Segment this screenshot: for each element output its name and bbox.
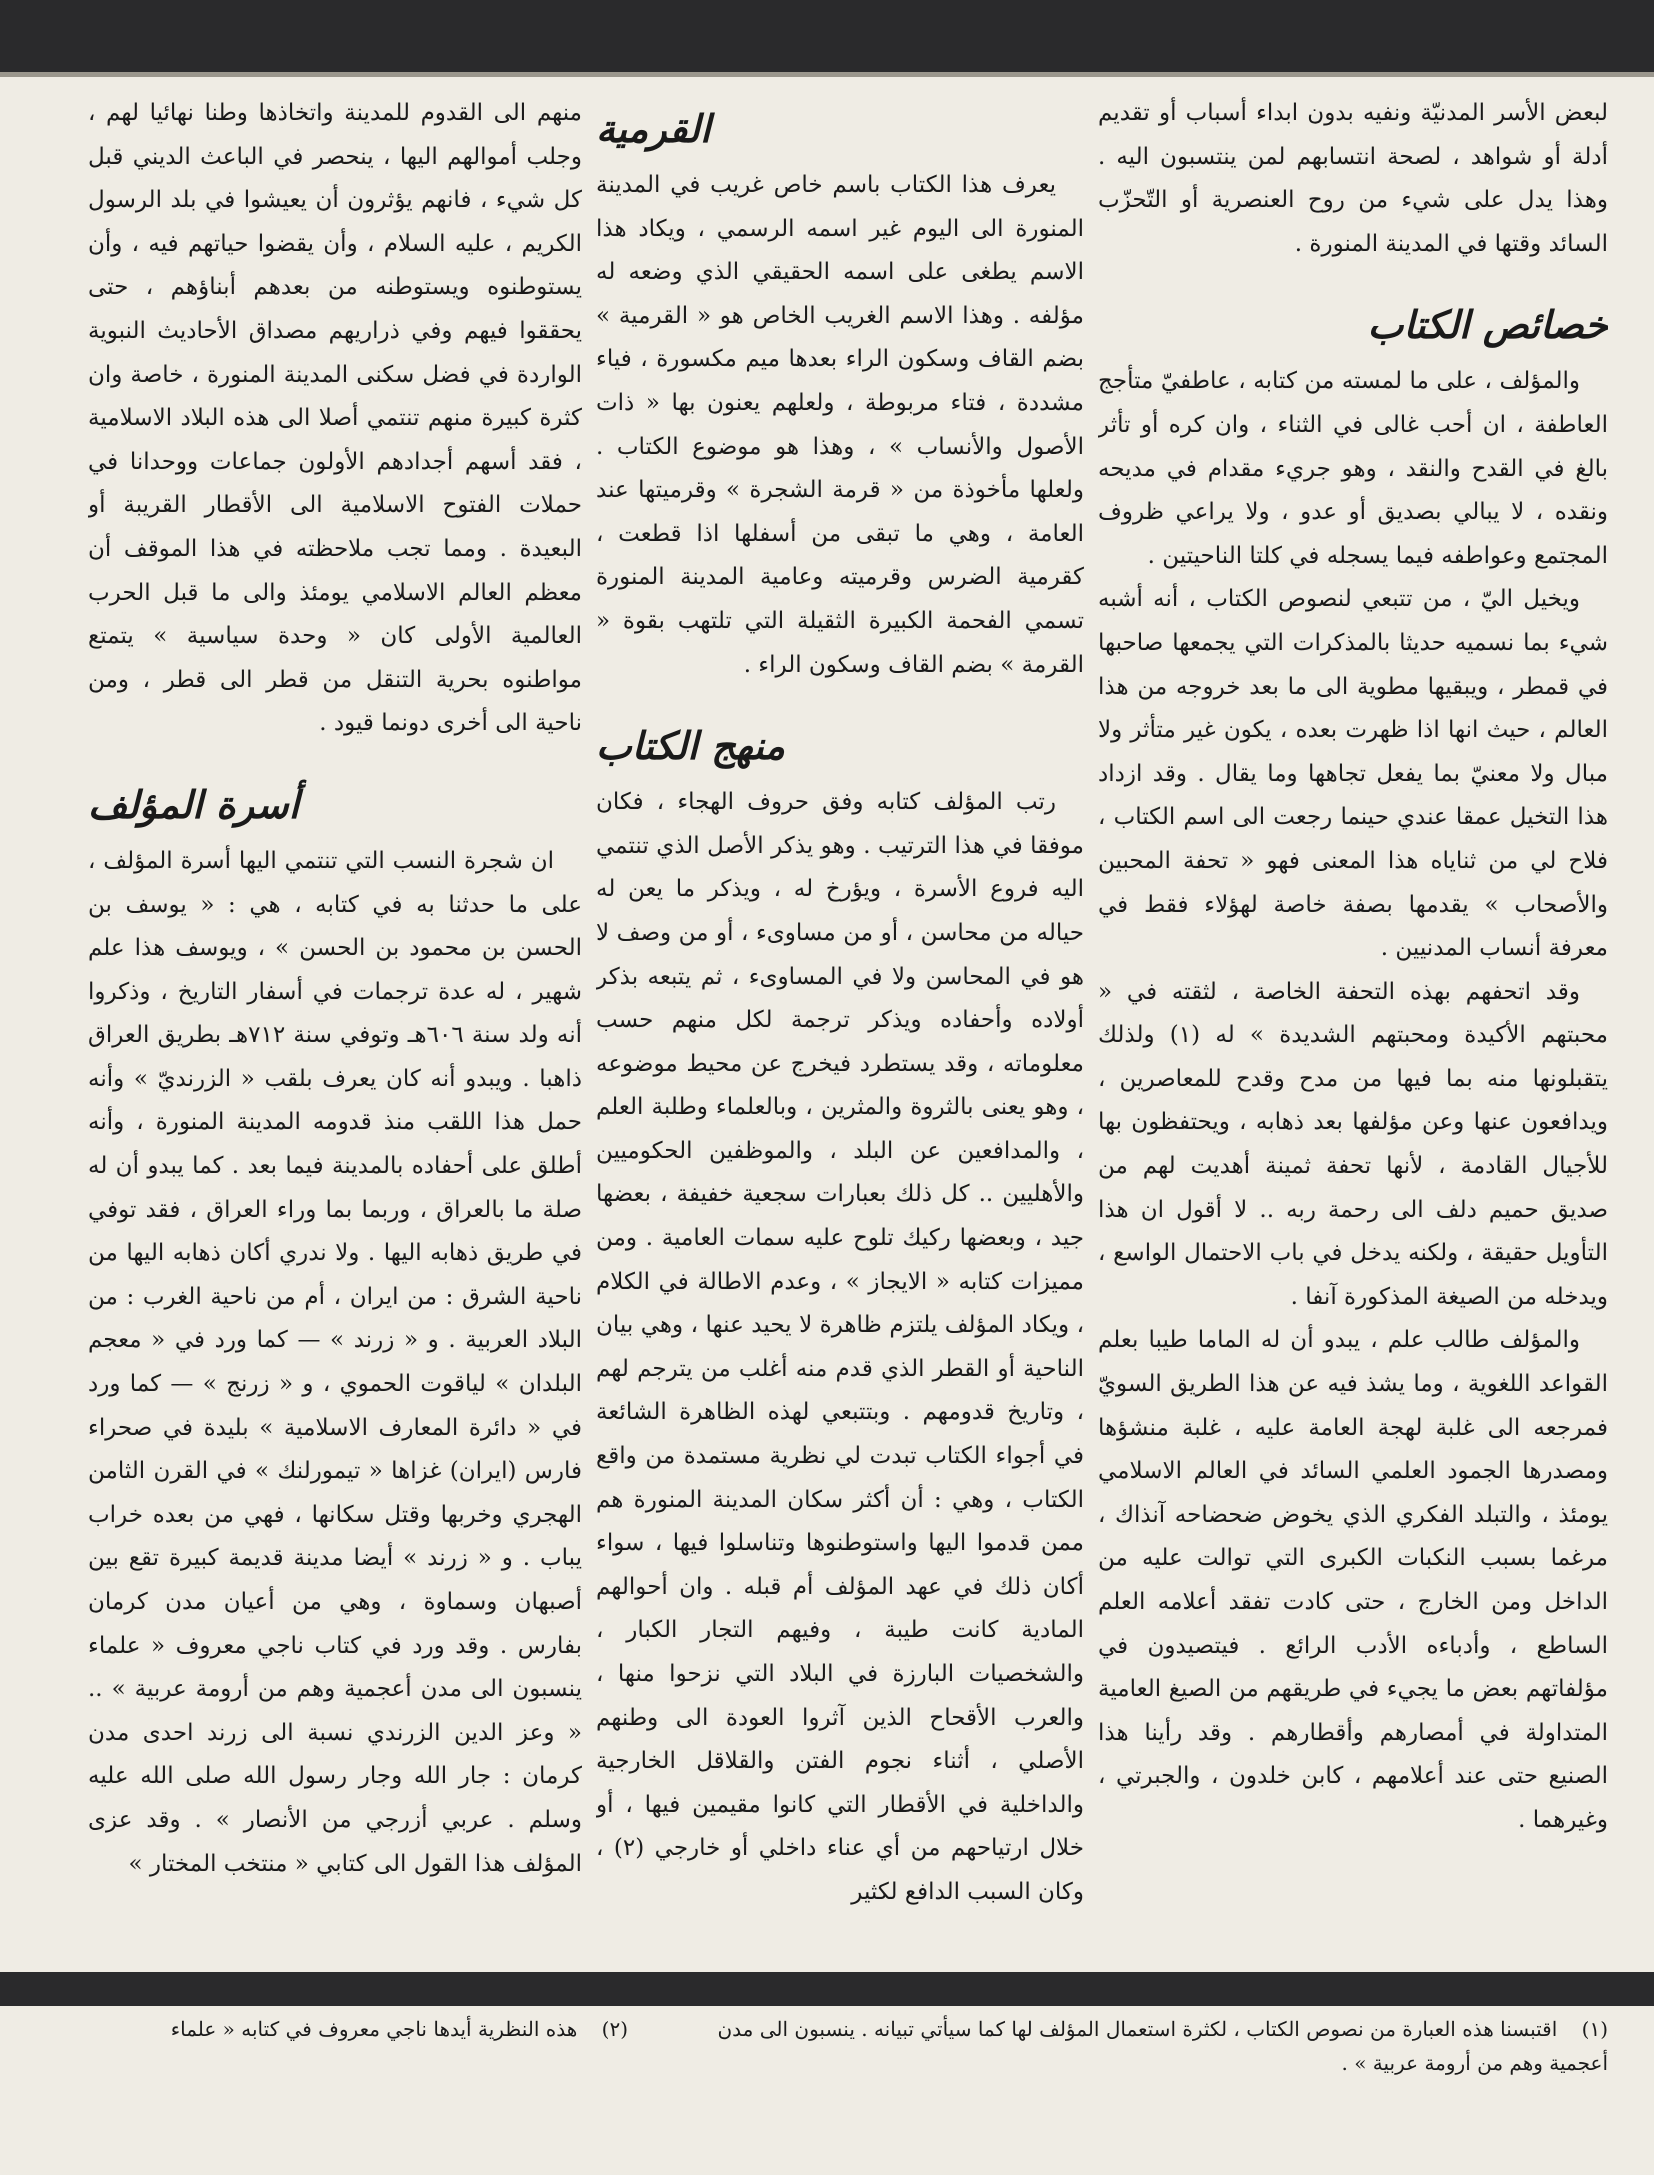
paragraph: والمؤلف طالب علم ، يبدو أن له الماما طيبا بعلم القواعد اللغوية ، وما يشذ فيه عن هذا الطريق السويّ فمرجعه الى غلبة لهجة العامة عليه ، غلبة منشؤها ومصدرها الجمود العلمي السائد في العالم الاسلامي يومئذ ، والتبلد الفكري الذي يخوض ضحضاحه آنذاك ، مرغما بسبب النكبات الكبرى التي توالت عليه من الداخل ومن الخارج ، حتى كادت تفقد أعلامه العلم الساطع ، وأدباءه الأدب الرائع . فيتصيدون في مؤلفاتهم بعض ما يجيء في طريقهم من الصيغ العامية المتداولة في أمصارهم وأقطارهم . وقد رأينا هذا الصنيع حتى عند أعلامهم ، كابن خلدون ، والجبرتي ، وغيرهما . bbox=[1098, 1327, 1608, 1833]
top-dark-bar bbox=[0, 0, 1654, 72]
paragraph: والمؤلف ، على ما لمسته من كتابه ، عاطفيّ متأجج العاطفة ، ان أحب غالى في الثناء ، وان كره أو تأثر بالغ في القدح والنقد ، وهو جريء مقدام في مديحه ونقده ، لا يبالي بصديق أو عدو ، ولا يراعي ظروف المجتمع وعواطفه فيما يسجله في كلتا الناحيتين . bbox=[1098, 368, 1608, 569]
section-heading-book-method: منهج الكتاب bbox=[596, 723, 786, 769]
footnote-1 bbox=[700, 2012, 1608, 2080]
top-rule bbox=[0, 72, 1654, 77]
section-heading-qarmiya: القرمية bbox=[596, 106, 711, 151]
column-middle bbox=[596, 92, 1084, 1962]
paragraph: ان شجرة النسب التي تنتمي اليها أسرة المؤلف ، على ما حدثنا به في كتابه ، هي : « يوسف بن الحسن بن محمود بن الحسن » ، ويوسف هذا علم شهير ، له عدة ترجمات في أسفار التاريخ ، وذكروا أنه ولد سنة ٦٠٦هـ وتوفي سنة ٧١٢هـ بطريق العراق ذاهبا . ويبدو أنه كان يعرف بلقب « الزرنديّ » وأنه حمل هذا اللقب منذ قدومه المدينة المنورة ، وأنه أطلق على أحفاده بالمدينة فيما بعد . كما يبدو أن له صلة ما بالعراق ، وربما بما وراء العراق ، فقد توفي في طريق ذهابه اليها . ولا ندري أكان ذهابه اليها من ناحية الشرق : من ايران ، أم من ناحية الغرب : من البلاد العربية . و « زرند » — كما ورد في « معجم البلدان » لياقوت الحموي ، و « زرنج » — كما ورد في « دائرة المعارف الاسلامية » بليدة في صحراء فارس (ايران) غزاها « تيمورلنك » في القرن الثامن الهجري وخربها وقتل سكانها ، فهي من بعده خراب يباب . و « زرند » أيضا مدينة قديمة كبيرة تقع بين أصبهان وسماوة ، وهي من أعيان مدن كرمان بفارس . وقد ورد في كتاب ناجي معروف « علماء ينسبون الى مدن أعجمية وهم من أرومة عربية » .. « وعز الدين الزرندي نسبة الى زرند احدى مدن كرمان : جار الله وجار رسول الله صلى الله عليه وسلم . عربي أزرجي من الأنصار » . وقد عزى المؤلف هذا القول الى كتابي « منتخب المختار » bbox=[88, 847, 582, 1877]
footnote-number: (٢) bbox=[601, 2017, 628, 2041]
paragraph: يعرف هذا الكتاب باسم خاص غريب في المدينة المنورة الى اليوم غير اسمه الرسمي ، ويكاد هذا الاسم يطغى على اسمه الحقيقي الذي وضعه له مؤلفه . وهذا الاسم الغريب الخاص هو « القرمية » بضم القاف وسكون الراء بعدها ميم مكسورة ، فياء مشددة ، فتاء مربوطة ، ولعلهم يعنون بها « ذات الأصول والأنساب » ، وهذا هو موضوع الكتاب . ولعلها مأخوذة من « قرمة الشجرة » وقرميتها عند العامة ، وهي ما تبقى من أسفلها اذا قطعت ، كقرمية الضرس وقرميته وعامية المدينة المنورة تسمي الفحمة الكبيرة الثقيلة التي تلتهب بقوة « القرمة » بضم القاف وسكون الراء . bbox=[596, 172, 1084, 678]
footnote-number: (١) bbox=[1581, 2017, 1608, 2041]
footnote-2 bbox=[88, 2012, 628, 2046]
paragraph: وقد اتحفهم بهذه التحفة الخاصة ، لثقته في « محبتهم الأكيدة ومحبتهم الشديدة » له (١) ولذلك يتقبلونها منه بما فيها من مدح وقدح للمعاصرين ، ويدافعون عنها وعن مؤلفها بعد ذهابه ، ويحتفظون بها للأجيال القادمة ، لأنها تحفة ثمينة أهديت لهم من صديق حميم دلف الى رحمة ربه .. لا أقول ان هذا التأويل حقيقة ، ولكنه يدخل في باب الاحتمال الواسع ، ويدخله من الصيغة المذكورة آنفا . bbox=[1098, 978, 1608, 1310]
section-heading-book-features: خصائص الكتاب bbox=[1367, 302, 1608, 348]
paragraph: لبعض الأسر المدنيّة ونفيه بدون ابداء أسباب أو تقديم أدلة أو شواهد ، لصحة انتسابهم لمن ينتسبون اليه . وهذا يدل على شيء من روح العنصرية أو التّحزّب السائد وقتها في المدينة المنورة . bbox=[1098, 100, 1608, 257]
footnote-text: اقتبسنا هذه العبارة من نصوص الكتاب ، لكثرة استعمال المؤلف لها كما سيأتي تبيانه . ينسبون الى مدن أعجمية وهم من أرومة عربية » . bbox=[717, 2017, 1608, 2075]
column-right bbox=[1098, 92, 1608, 1962]
bottom-dark-bar bbox=[0, 1972, 1654, 2006]
paragraph: ويخيل اليّ ، من تتبعي لنصوص الكتاب ، أنه أشبه شيء بما نسميه حديثا بالمذكرات التي يجمعها صاحبها في قمطر ، ويبقيها مطوية الى ما بعد خروجه من هذا العالم ، حيث انها اذا ظهرت بعده ، يكون غير متأثر ولا مبال ولا معنيّ بما يفعل تجاهها وما يقال . وقد ازداد هذا التخيل عمقا عندي حينما رجعت الى اسم الكتاب ، فلاح لي من ثناياه هذا المعنى فهو « تحفة المحبين والأصحاب » يقدمها بصفة خاصة لهؤلاء فقط في معرفة أنساب المدنيين . bbox=[1098, 586, 1608, 962]
paragraph: منهم الى القدوم للمدينة واتخاذها وطنا نهائيا لهم ، وجلب أموالهم اليها ، ينحصر في الباعث الديني قبل كل شيء ، فانهم يؤثرون أن يعيشوا في بلد الرسول الكريم ، عليه السلام ، وأن يقضوا حياتهم فيه ، وأن يستوطنوه ويستوطنه من بعدهم أبناؤهم ، حتى يحققوا فيهم وفي ذراريهم مصداق الأحاديث النبوية الواردة في فضل سكنى المدينة المنورة ، خاصة وان كثرة كبيرة منهم تنتمي أصلا الى هذه البلاد الاسلامية ، فقد أسهم أجدادهم الأولون جماعات ووحدانا في حملات الفتوح الاسلامية الى الأقطار القريبة أو البعيدة . ومما تجب ملاحظته في هذا الموقف أن معظم العالم الاسلامي يومئذ والى ما قبل الحرب العالمية الأولى كان « وحدة سياسية » يتمتع مواطنوه بحرية التنقل من قطر الى قطر ، ومن ناحية الى أخرى دونما قيود . bbox=[88, 100, 582, 737]
column-left bbox=[88, 92, 582, 1962]
footnote-text: هذه النظرية أيدها ناجي معروف في كتابه « علماء bbox=[170, 2017, 578, 2041]
section-heading-author-family: أسرة المؤلف bbox=[88, 781, 300, 827]
paragraph: رتب المؤلف كتابه وفق حروف الهجاء ، فكان موفقا في هذا الترتيب . وهو يذكر الأصل الذي تنتمي اليه فروع الأسرة ، ويؤرخ له ، ويذكر ما يعن له حياله من محاسن ، أو من مساوىء ، أو من وصف لا هو في المحاسن ولا في المساوىء ، ثم يتبعه بذكر أولاده وأحفاده ويذكر ترجمة لكل منهم حسب معلوماته ، وقد يستطرد فيخرج عن محيط موضوعه ، وهو يعنى بالثروة والمثرين ، وبالعلماء وطلبة العلم ، والمدافعين عن البلد ، والموظفين الحكوميين والأهليين .. كل ذلك بعبارات سجعية خفيفة ، بعضها جيد ، وبعضها ركيك تلوح عليه سمات العامية . ومن مميزات كتابه « الايجاز » ، وعدم الاطالة في الكلام ، ويكاد المؤلف يلتزم ظاهرة لا يحيد عنها ، وهي بيان الناحية أو القطر الذي قدم منه أغلب من يترجم لهم ، وتاريخ قدومهم . وبتتبعي لهذه الظاهرة الشائعة في أجواء الكتاب تبدت لي نظرية مستمدة من واقع الكتاب ، وهي : أن أكثر سكان المدينة المنورة هم ممن قدموا اليها واستوطنوها وتناسلوا فيها ، سواء أكان ذلك في عهد المؤلف أم قبله . وان أحوالهم المادية كانت طيبة ، وفيهم التجار الكبار ، والشخصيات البارزة في البلاد التي نزحوا منها ، والعرب الأقحاح الذين آثروا العودة الى وطنهم الأصلي ، أثناء نجوم الفتن والقلاقل الخارجية والداخلية في الأقطار التي كانوا مقيمين فيها ، أو خلال ارتياحهم من أي عناء داخلي أو خارجي (٢) ، وكان السبب الدافع لكثير bbox=[596, 789, 1084, 1905]
